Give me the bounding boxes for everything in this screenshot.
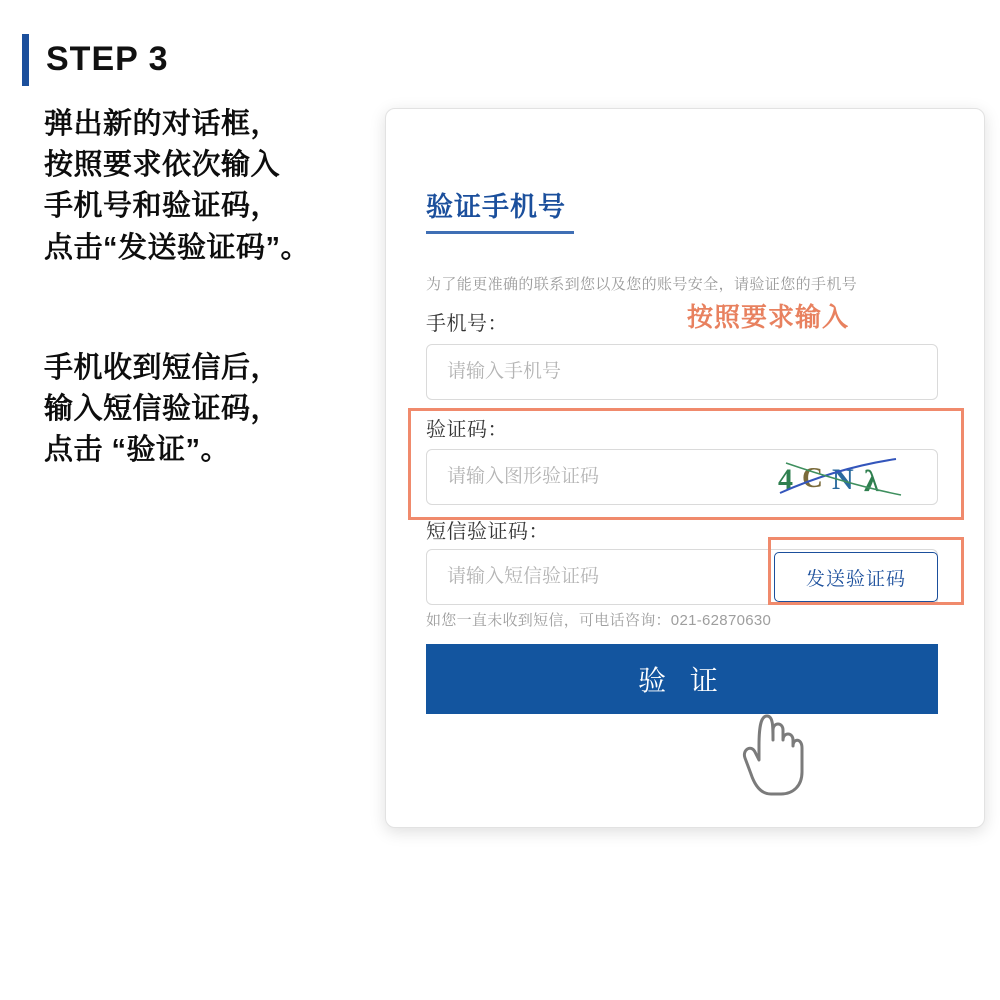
phone-input[interactable]: [426, 344, 938, 400]
verify-phone-dialog: [385, 108, 985, 828]
dialog-hint-text: 为了能更准确的联系到您以及您的账号安全，请验证您的手机号: [426, 276, 858, 293]
svg-text:4: 4: [778, 463, 793, 496]
sms-support-note: 如您一直未收到短信，可电话咨询：021-62870630: [426, 612, 772, 629]
instruction-line: 手机收到短信后，: [44, 352, 281, 384]
svg-text:N: N: [832, 463, 854, 496]
step-accent-bar: [22, 34, 29, 86]
sms-field-label: 短信验证码：: [426, 521, 549, 543]
annotation-callout-text: 按照要求输入: [687, 302, 850, 332]
phone-field-label: 手机号：: [426, 313, 508, 335]
instruction-paragraph-1: [44, 104, 374, 269]
instruction-line: 手机号和验证码，: [44, 190, 281, 223]
step-title: STEP 3: [46, 40, 169, 78]
instruction-line: 弹出新的对话框，: [44, 108, 281, 140]
instruction-panel: [0, 0, 370, 1000]
instruction-line: 输入短信验证码，: [44, 393, 281, 426]
instruction-line: 按照要求依次输入: [44, 149, 281, 182]
verify-button[interactable]: 验 证: [426, 644, 938, 714]
svg-text:λ: λ: [864, 463, 880, 498]
svg-text:C: C: [802, 462, 823, 494]
title-underline: [426, 231, 574, 234]
instruction-line: 点击“发送验证码”。: [44, 231, 311, 264]
send-code-button[interactable]: 发送验证码: [774, 552, 938, 602]
instruction-line: 点击 “验证”。: [44, 434, 231, 467]
dialog-title: 验证手机号: [426, 192, 566, 222]
instruction-paragraph-2: [44, 348, 374, 472]
captcha-field-label: 验证码：: [426, 419, 508, 441]
captcha-image[interactable]: [776, 457, 926, 499]
